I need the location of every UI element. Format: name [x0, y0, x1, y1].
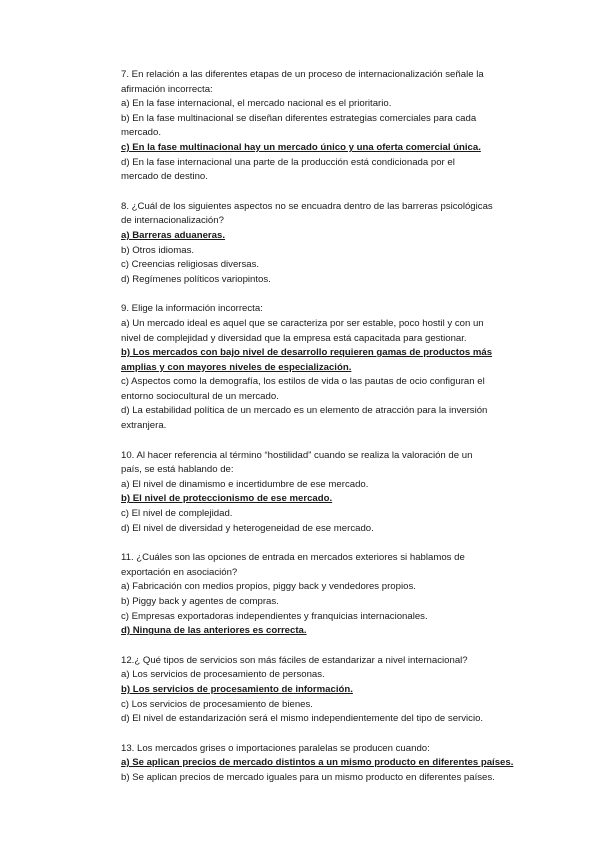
answer-option-correct: c) En la fase multinacional hay un mercado único y una oferta comercial única. [121, 141, 481, 153]
answer-option: c) Aspectos como la demografía, los estilos de vida o las pautas de ocio configuran el [121, 376, 485, 388]
question-stem-line: exportación en asociación? [121, 566, 238, 578]
answer-option: entorno sociocultural de un mercado. [121, 390, 279, 402]
question-7 [121, 68, 520, 185]
answer-option: a) Fabricación con medios propios, piggy back y vendedores propios. [121, 581, 416, 593]
answer-option: a) Los servicios de procesamiento de personas. [121, 669, 325, 681]
question-10 [121, 449, 520, 537]
answer-option: d) La estabilidad política de un mercado es un elemento de atracción para la inversión [121, 405, 488, 417]
answer-option: a) El nivel de dinamismo e incertidumbre de ese mercado. [121, 478, 369, 490]
question-11 [121, 551, 520, 639]
question-stem-line: 7. En relación a las diferentes etapas de un proceso de internacionalización señale la [121, 69, 484, 80]
answer-option: c) Los servicios de procesamiento de bienes. [121, 698, 313, 710]
question-stem-line: de internacionalización? [121, 215, 224, 227]
answer-option: b) En la fase multinacional se diseñan diferentes estrategias comerciales para cada [121, 112, 477, 124]
answer-option: c) Empresas exportadoras independientes y franquicias internacionales. [121, 610, 428, 622]
question-stem-line: 12.¿ Qué tipos de servicios son más fáciles de estandarizar a nivel internacional? [121, 654, 468, 666]
answer-option-correct: a) Barreras aduaneras. [121, 229, 225, 241]
answer-option: extranjera. [121, 420, 167, 432]
answer-option: a) En la fase internacional, el mercado nacional es el prioritario. [121, 98, 392, 110]
answer-option: c) Creencias religiosas diversas. [121, 259, 260, 271]
answer-option: d) El nivel de diversidad y heterogeneidad de ese mercado. [121, 522, 374, 534]
question-list [121, 68, 520, 786]
answer-option: b) Otros idiomas. [121, 244, 195, 256]
answer-option: mercado. [121, 127, 161, 139]
question-8 [121, 200, 520, 288]
answer-option-correct: d) Ninguna de las anteriores es correcta. [121, 625, 307, 637]
question-stem-line: 11. ¿Cuáles son las opciones de entrada en mercados exteriores si hablamos de [121, 552, 465, 564]
answer-option: nivel de complejidad y diversidad que la empresa está capacitada para gestionar. [121, 332, 467, 344]
answer-option-correct: b) Los mercados con bajo nivel de desarrollo requieren gamas de productos más [121, 347, 493, 359]
answer-option-correct: b) Los servicios de procesamiento de información. [121, 683, 353, 695]
answer-option: d) En la fase internacional una parte de la producción está condicionada por el [121, 156, 455, 168]
answer-option: c) El nivel de complejidad. [121, 508, 233, 520]
question-stem-line: afirmación incorrecta: [121, 83, 213, 95]
question-stem-line: 9. Elige la información incorrecta: [121, 303, 263, 315]
answer-option-correct: amplias y con mayores niveles de especialización. [121, 361, 352, 373]
question-12 [121, 654, 520, 727]
question-stem-line: país, se está hablando de: [121, 464, 234, 476]
question-stem-line: 8. ¿Cuál de los siguientes aspectos no se encuadra dentro de las barreras psicológicas [121, 200, 493, 212]
question-13 [121, 742, 520, 786]
answer-option: d) Regímenes políticos variopintos. [121, 273, 271, 285]
answer-option: a) Un mercado ideal es aquel que se caracteriza por ser estable, poco hostil y con un [121, 317, 484, 329]
question-stem-line: 10. Al hacer referencia al término “hostilidad” cuando se realiza la valoración de un [121, 449, 473, 461]
question-stem-line: 13. Los mercados grises o importaciones paralelas se producen cuando: [121, 742, 430, 754]
answer-option: d) El nivel de estandarización será el mismo independientemente del tipo de servicio. [121, 713, 484, 725]
question-9 [121, 302, 520, 433]
answer-option: b) Piggy back y agentes de compras. [121, 596, 279, 607]
answer-option-correct: b) El nivel de proteccionismo de ese mercado. [121, 493, 333, 505]
answer-option: mercado de destino. [121, 171, 208, 183]
answer-option-correct: a) Se aplican precios de mercado distintos a un mismo producto en diferentes países. [121, 757, 514, 769]
answer-option: b) Se aplican precios de mercado iguales para un mismo producto en diferentes países. [121, 771, 495, 783]
